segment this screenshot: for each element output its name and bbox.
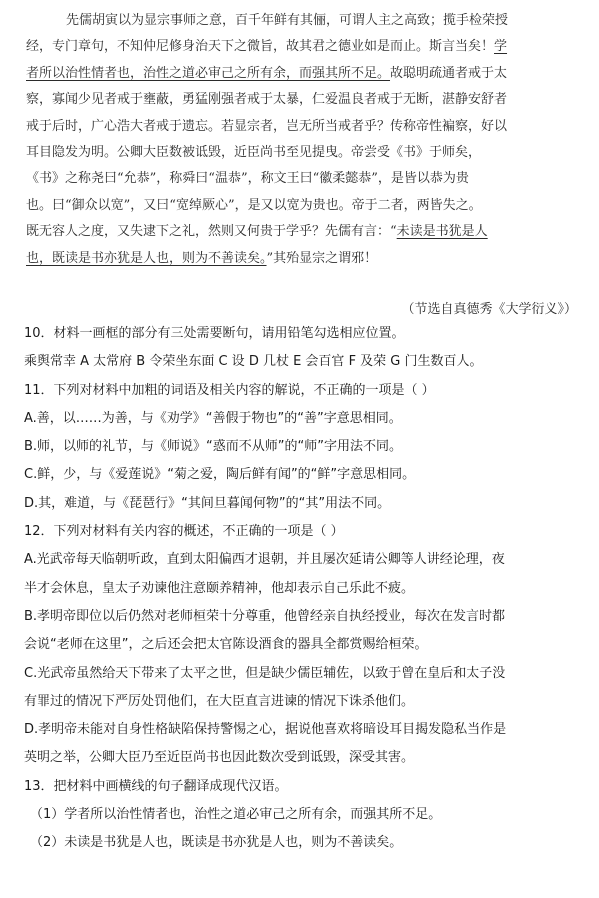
- question-line: 13．把材料中画横线的句子翻译成现代汉语。: [24, 778, 288, 794]
- passage-line: [26, 193, 574, 219]
- passage-line: [26, 61, 574, 87]
- passage-line: [26, 166, 574, 192]
- passage-line: [26, 246, 574, 272]
- question-line: B.孝明帝即位以后仍然对老师桓荣十分尊重，他曾经亲自执经授业，每次在发言时都: [24, 608, 506, 624]
- underlined-sentence: 也，既读是书亦犹是人也，则为不善读矣。: [26, 250, 267, 266]
- passage-source: （节选自真德秀《大学衍义》）: [401, 302, 577, 317]
- classical-passage: [26, 8, 574, 272]
- passage-line: [26, 8, 574, 34]
- passage-line: [26, 114, 574, 140]
- underlined-sentence: 未读是书犹是人: [396, 224, 488, 240]
- question-line: （1）学者所以治性情者也，治性之道必审己之所有余，而强其所不足。: [30, 807, 442, 823]
- passage-text: 先儒胡寅以为显宗事师之意，百千年鲜有其俪，可谓人主之高致；揽手检荣授: [66, 13, 509, 28]
- question-line: 半才会休息，皇太子劝谏他注意颐养精神，他却表示自己乐此不疲。: [24, 580, 415, 596]
- underlined-sentence: 者所以治性情者也，治性之道必审己之所有余，而强其所不足。: [26, 65, 391, 81]
- question-line: C.鲜，少，与《爱莲说》“菊之爱，陶后鲜有闻”的“鲜”字意思相同。: [24, 467, 416, 483]
- question-line: 英明之举，公卿大臣乃至近臣尚书也因此数次受到诋毁，深受其害。: [24, 750, 415, 766]
- passage-line: [26, 34, 574, 60]
- question-list: [24, 320, 580, 858]
- question-line: D.其，难道，与《琵琶行》“其间旦暮闻何物”的“其”用法不同。: [24, 495, 391, 511]
- question-line: 11．下列对材料中加粗的词语及相关内容的解说，不正确的一项是（ ）: [24, 382, 435, 398]
- passage-text: 也。曰“御众以宽”，又曰“宽绰厥心”，是又以宽为贵也。帝于二者，两皆失之。: [26, 197, 482, 213]
- question-line: （2）未读是书犹是人也，既读是书亦犹是人也，则为不善读矣。: [30, 835, 403, 851]
- passage-text: 耳目隐发为明。公卿大臣数被诋毁，近臣尚书至见提曳。帝尝受《书》于师矣，: [26, 144, 482, 160]
- passage-line: [26, 87, 574, 113]
- passage-text: ”其殆显宗之谓邪！: [266, 250, 378, 266]
- passage-text: 故聪明疏通者戒于太: [390, 65, 508, 81]
- passage-text: 《书》之称尧曰“允恭”，称舜曰“温恭”，称文王曰“徽柔懿恭”，是皆以恭为贵: [26, 171, 469, 187]
- question-line: 会说“老师在这里”，之后还会把太官陈设酒食的器具全都赏赐给桓荣。: [24, 637, 428, 653]
- passage-text: 既无容人之度，又失逮下之礼，然则又何贵于学乎？先儒有言：“: [26, 224, 397, 240]
- passage-line: [26, 140, 574, 166]
- passage-text: 戒于后时，广心浩大者戒于遗忘。若显宗者，岂无所当戒者乎？传称帝性褊察，好以: [26, 118, 508, 134]
- question-line: A.光武帝每天临朝听政，直到太阳偏西才退朝，并且屡次延请公卿等人讲经论理，夜: [24, 552, 505, 568]
- question-line: 12．下列对材料有关内容的概述，不正确的一项是（ ）: [24, 524, 344, 540]
- question-line: 有罪过的情况下严厉处罚他们，在大臣直言进谏的情况下诛杀他们。: [24, 693, 415, 709]
- question-line: A.善，以……为善，与《劝学》“善假于物也”的“善”字意思相同。: [24, 410, 402, 426]
- passage-line: [26, 219, 574, 245]
- question-line: D.孝明帝未能对自身性格缺陷保持警惕之心，据说他喜欢将暗设耳目揭发隐私当作是: [24, 722, 507, 738]
- question-line: 乘舆常幸 A 太常府 B 令荣坐东面 C 设 D 几杖 E 会百官 F 及荣 G 门生数百人。: [24, 354, 483, 370]
- question-line: 10．材料一画框的部分有三处需要断句，请用铅笔勾选相应位置。: [24, 326, 405, 341]
- question-line: C.光武帝虽然给天下带来了太平之世，但是缺少儒臣辅佐，以致于曾在皇后和太子没: [24, 665, 506, 681]
- passage-text: 经，专门章句，不知仲尼修身治天下之微旨，故其君之德业如是而止。斯言当矣！: [26, 39, 495, 55]
- question-line: B.师，以师的礼节，与《师说》“惑而不从师”的“师”字用法不同。: [24, 439, 402, 455]
- underlined-sentence: 学: [494, 39, 508, 55]
- passage-text: 察，寡闻少见者戒于壅蔽，勇猛刚强者戒于太暴，仁爱温良者戒于无断，湛静安舒者: [26, 92, 508, 108]
